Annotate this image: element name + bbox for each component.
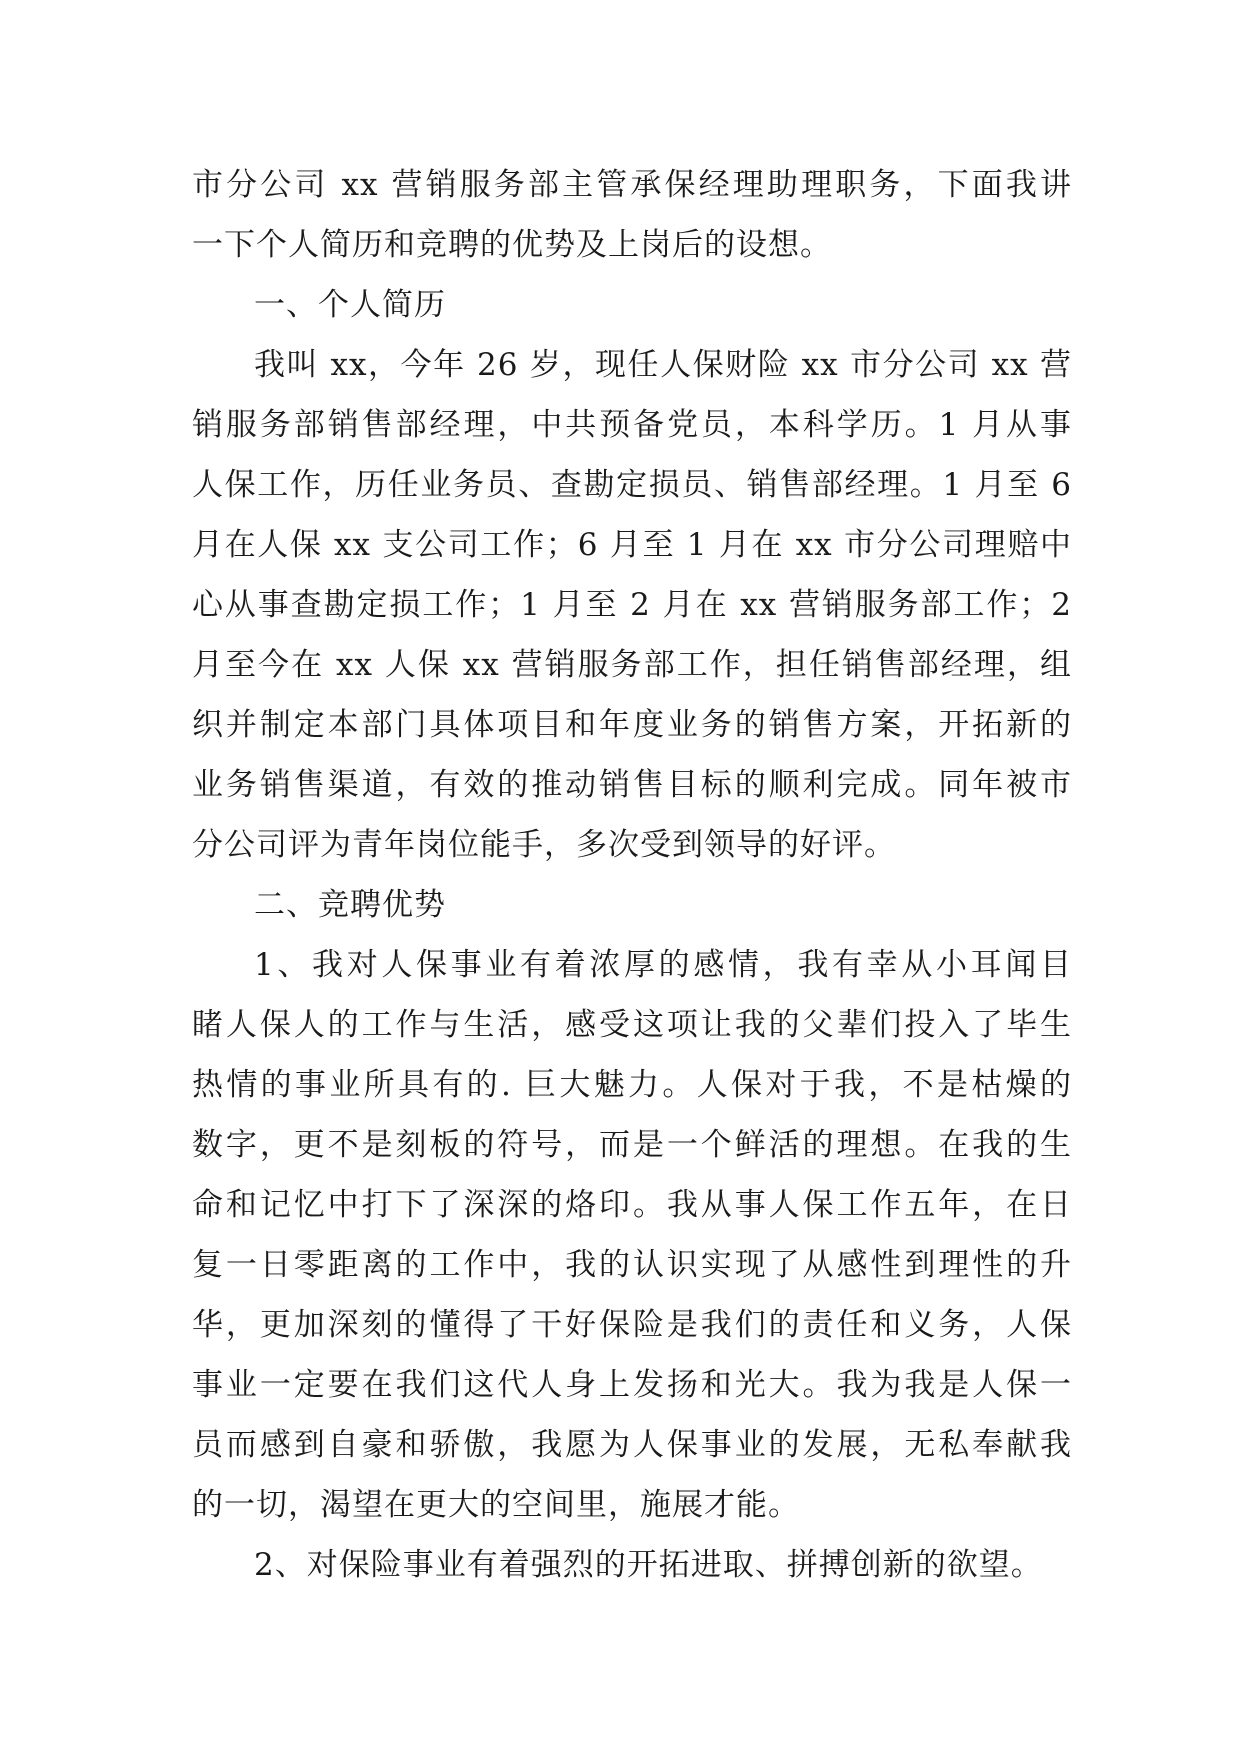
text-line: 事业一定要在我们这代人身上发扬和光大。我为我是人保一	[192, 1367, 1072, 1403]
text-line: 2、对保险事业有着强烈的开拓进取、拼搏创新的欲望。	[254, 1547, 1043, 1583]
text-line: 月在人保 xx 支公司工作；6 月至 1 月在 xx 市分公司理赔中	[192, 527, 1072, 563]
document-body	[192, 155, 1072, 1595]
text-line: 业务销售渠道，有效的推动销售目标的顺利完成。同年被市	[192, 767, 1072, 803]
text-line: 我叫 xx，今年 26 岁，现任人保财险 xx 市分公司 xx 营	[254, 347, 1072, 383]
text-line: 的一切，渴望在更大的空间里，施展才能。	[192, 1487, 800, 1523]
text-line: 员而感到自豪和骄傲，我愿为人保事业的发展，无私奉献我	[192, 1427, 1072, 1463]
text-line: 人保工作，历任业务员、查勘定损员、销售部经理。1 月至 6	[192, 467, 1072, 503]
text-line: 华，更加深刻的懂得了干好保险是我们的责任和义务，人保	[192, 1307, 1072, 1343]
text-line: 织并制定本部门具体项目和年度业务的销售方案，开拓新的	[192, 707, 1072, 743]
section-heading-resume: 一、个人简历	[254, 287, 446, 323]
text-line: 一下个人简历和竞聘的优势及上岗后的设想。	[192, 227, 832, 263]
text-line: 1、我对人保事业有着浓厚的感情，我有幸从小耳闻目	[254, 947, 1072, 983]
text-line: 复一日零距离的工作中，我的认识实现了从感性到理性的升	[192, 1247, 1072, 1283]
text-line: 销服务部销售部经理，中共预备党员，本科学历。1 月从事	[192, 407, 1072, 443]
text-line: 命和记忆中打下了深深的烙印。我从事人保工作五年，在日	[192, 1187, 1072, 1223]
text-line: 月至今在 xx 人保 xx 营销服务部工作，担任销售部经理，组	[192, 647, 1072, 683]
text-line: 分公司评为青年岗位能手，多次受到领导的好评。	[192, 827, 896, 863]
text-line: 热情的事业所具有的. 巨大魅力。人保对于我，不是枯燥的	[192, 1067, 1072, 1103]
text-line: 数字，更不是刻板的符号，而是一个鲜活的理想。在我的生	[192, 1127, 1072, 1163]
section-heading-advantages: 二、竞聘优势	[254, 887, 446, 923]
text-line: 市分公司 xx 营销服务部主管承保经理助理职务，下面我讲	[192, 167, 1072, 203]
text-line: 心从事查勘定损工作；1 月至 2 月在 xx 营销服务部工作；2	[192, 587, 1072, 623]
text-line: 睹人保人的工作与生活，感受这项让我的父辈们投入了毕生	[192, 1007, 1072, 1043]
